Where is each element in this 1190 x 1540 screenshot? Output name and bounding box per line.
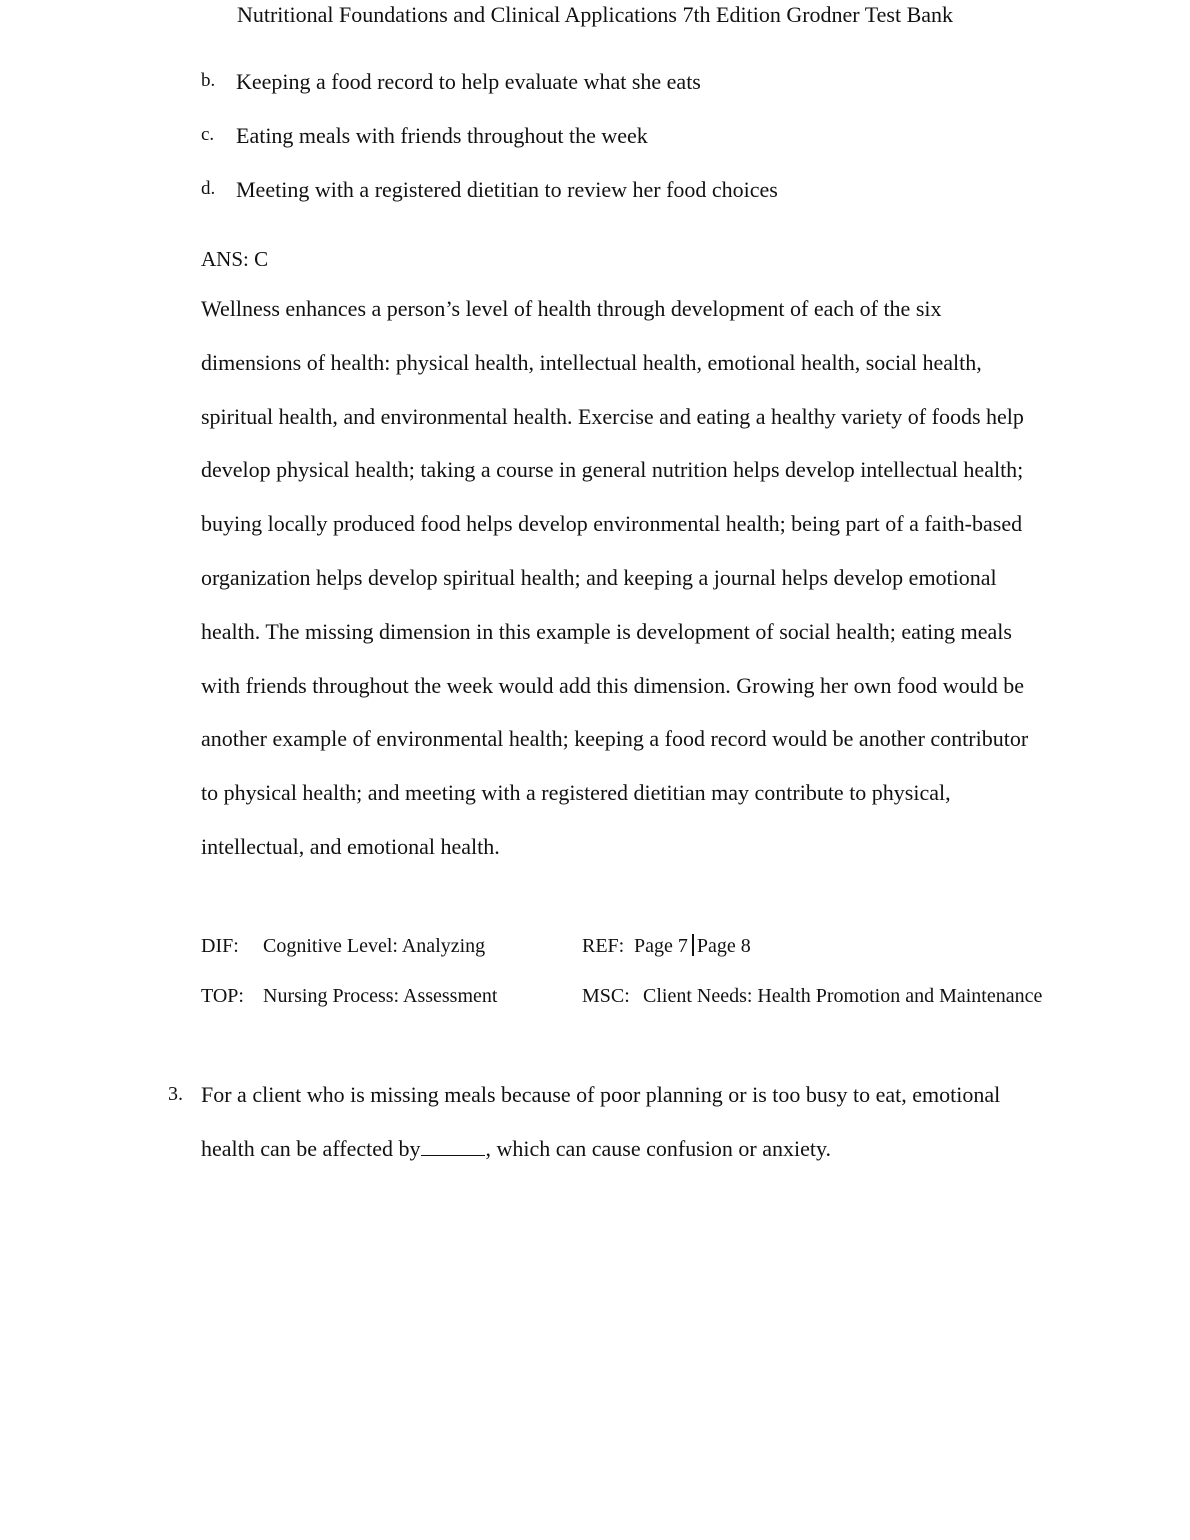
question-text bbox=[201, 1068, 1101, 1176]
question-number: 3. bbox=[168, 1083, 183, 1105]
option-letter: c. bbox=[201, 124, 215, 145]
page-separator-bar bbox=[692, 934, 694, 956]
question-line-2-start: health can be affected by bbox=[201, 1135, 421, 1161]
question-line-2-end: , which can cause confusion or anxiety. bbox=[485, 1135, 832, 1161]
page-header-title: Nutritional Foundations and Clinical Applications 7th Edition Grodner Test Bank bbox=[236, 2, 954, 27]
ref-value bbox=[634, 932, 751, 960]
rationale-paragraph bbox=[201, 282, 1101, 874]
rationale-line: develop physical health; taking a course in general nutrition helps develop intellectual health; bbox=[201, 457, 1024, 483]
rationale-line: health. The missing dimension in this example is development of social health; eating meals bbox=[201, 618, 1012, 644]
rationale-line: intellectual, and emotional health. bbox=[201, 833, 500, 859]
ref-page-a: Page 7 bbox=[634, 935, 688, 957]
ref-label: REF: bbox=[582, 935, 625, 957]
top-label: TOP: bbox=[201, 985, 244, 1007]
msc-value: Client Needs: Health Promotion and Maintenance bbox=[643, 985, 1043, 1007]
rationale-line: organization helps develop spiritual health; and keeping a journal helps develop emotional bbox=[201, 564, 997, 590]
dif-label: DIF: bbox=[201, 935, 239, 957]
rationale-line: spiritual health, and environmental health. Exercise and eating a healthy variety of foods help bbox=[201, 403, 1024, 429]
option-b bbox=[201, 67, 1101, 121]
rationale-line: another example of environmental health; keeping a food record would be another contributor bbox=[201, 726, 1029, 752]
answer-options-list bbox=[201, 67, 1101, 229]
msc-label: MSC: bbox=[582, 985, 630, 1007]
rationale-line: Wellness enhances a person’s level of health through development of each of the six bbox=[201, 296, 942, 321]
rationale-line: dimensions of health: physical health, intellectual health, emotional health, social health, bbox=[201, 349, 982, 375]
option-letter: b. bbox=[201, 70, 216, 91]
ref-page-b: Page 8 bbox=[696, 935, 751, 957]
top-value: Nursing Process: Assessment bbox=[263, 985, 498, 1007]
option-c bbox=[201, 121, 1101, 175]
rationale-line: to physical health; and meeting with a registered dietitian may contribute to physical, bbox=[201, 780, 951, 806]
answer-key: ANS: C bbox=[201, 247, 269, 271]
rationale-line: with friends throughout the week would add this dimension. Growing her own food would be bbox=[201, 672, 1025, 698]
option-text: Eating meals with friends throughout the week bbox=[236, 123, 648, 148]
option-text: Keeping a food record to help evaluate what she eats bbox=[236, 69, 701, 94]
option-text: Meeting with a registered dietitian to review her food choices bbox=[236, 177, 778, 202]
rationale-line: buying locally produced food helps develop environmental health; being part of a faith-based bbox=[201, 511, 1023, 537]
fill-in-blank bbox=[421, 1135, 485, 1156]
question-line-1: For a client who is missing meals because of poor planning or is too busy to eat, emotional bbox=[201, 1082, 1001, 1107]
option-d bbox=[201, 175, 1101, 229]
option-letter: d. bbox=[201, 178, 216, 199]
dif-value: Cognitive Level: Analyzing bbox=[263, 935, 486, 957]
